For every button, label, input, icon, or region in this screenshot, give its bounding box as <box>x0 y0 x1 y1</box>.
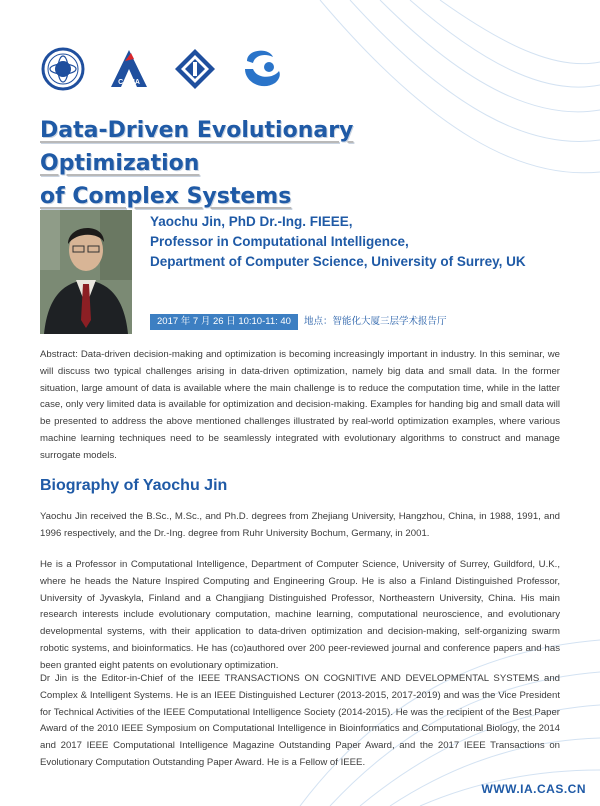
biography-paragraph-3: Dr Jin is the Editor-in-Chief of the IEEE TRANSACTIONS ON COGNITIVE AND DEVELOPMENTAL SYSTEMS and Complex & Intelligent Systems. He is an IEEE Distinguished Lecturer (2013-2015, 2017-2019) and was the Vice President for Technical Activities of the IEEE Computational Intelligence Society (2014-2015). He was the recipient of the Best Paper Award of the 2010 IEEE Symposium on Computational Intelligence in Bioinformatics and Computational Biology, the 2014 and 2017 IEEE Computational Intelligence Magazine Outstanding Paper Award, and the 2017 IEEE Transactions on Evolutionary Computation Outstanding Paper Award. He is a Fellow of IEEE. <box>40 673 560 768</box>
biography-heading: Biography of Yaochu Jin <box>40 477 228 494</box>
biography-paragraph-2: He is a Professor in Computational Intelligence, Department of Computer Science, University of Surrey, Guildford, U.K., where he heads the Nature Inspired Computing and Engineering Group. He is also a Finland Distinguished Professor, University of Jyvaskyla, Finland and a Changjiang Distinguished Professor, Northeastern University, China. His main research interests include evolutionary computation, machine learning, computational neuroscience, and evolutionary developmental systems, with their application to data-driven optimization and decision-making, self-organizing swarm robotic systems, and bioinformatics. He has (co)authored over 200 peer-reviewed journal and conference papers and has been granted eight patents on evolutionary optimization. <box>40 559 560 671</box>
abstract-text: Abstract: Data-driven decision-making and optimization is becoming increasingly important in industry. In this seminar, we will discuss two typical challenges arising in data-driven optimization, namely big data and small data. In the former situation, large amount of data is available where the main challenge is to reduce the computation time, while in the latter case, only very limited data is available for optimization and decision-making. Examples for handing big and small data will be presented to address the above mentioned challenges illustrated by real-world optimization examples, where various machine learning techniques need to be seamlessly integrated with evolutionary algorithms to construct and manage surrogate models. <box>40 349 560 461</box>
website-url: WWW.IA.CAS.CN <box>481 782 586 796</box>
seminar-title <box>40 114 460 213</box>
date-time-badge: 2017 年 7 月 26 日 10:10-11: 40 <box>150 314 298 330</box>
logo-blue-swirl <box>238 46 284 92</box>
event-location: 地点：智能化大厦三层学术报告厅 <box>304 316 447 327</box>
logo-row <box>40 46 284 92</box>
logo-casia <box>106 46 152 92</box>
speaker-name: Yaochu Jin, PhD Dr.-Ing. FIEEE, <box>150 214 353 229</box>
biography-paragraph-1: Yaochu Jin received the B.Sc., M.Sc., and Ph.D. degrees from Zhejiang University, Hangzhou, China, in 1988, 1991, and 1996 respectively, and the Dr.-Ing. degree from Ruhr University Bochum, Germany, in 2001. <box>40 511 560 539</box>
speaker-position: Professor in Computational Intelligence, <box>150 234 409 249</box>
speaker-affiliation: Department of Computer Science, University of Surrey, UK <box>150 254 526 269</box>
logo-diamond-emblem <box>172 46 218 92</box>
speaker-info <box>150 212 526 272</box>
title-line-1: Data-Driven Evolutionary Optimization <box>40 118 354 176</box>
title-line-2: of Complex Systems <box>40 184 292 209</box>
casia-logo-text: CASIA <box>118 79 140 86</box>
speaker-photo <box>40 210 132 334</box>
logo-cas-seal <box>40 46 86 92</box>
